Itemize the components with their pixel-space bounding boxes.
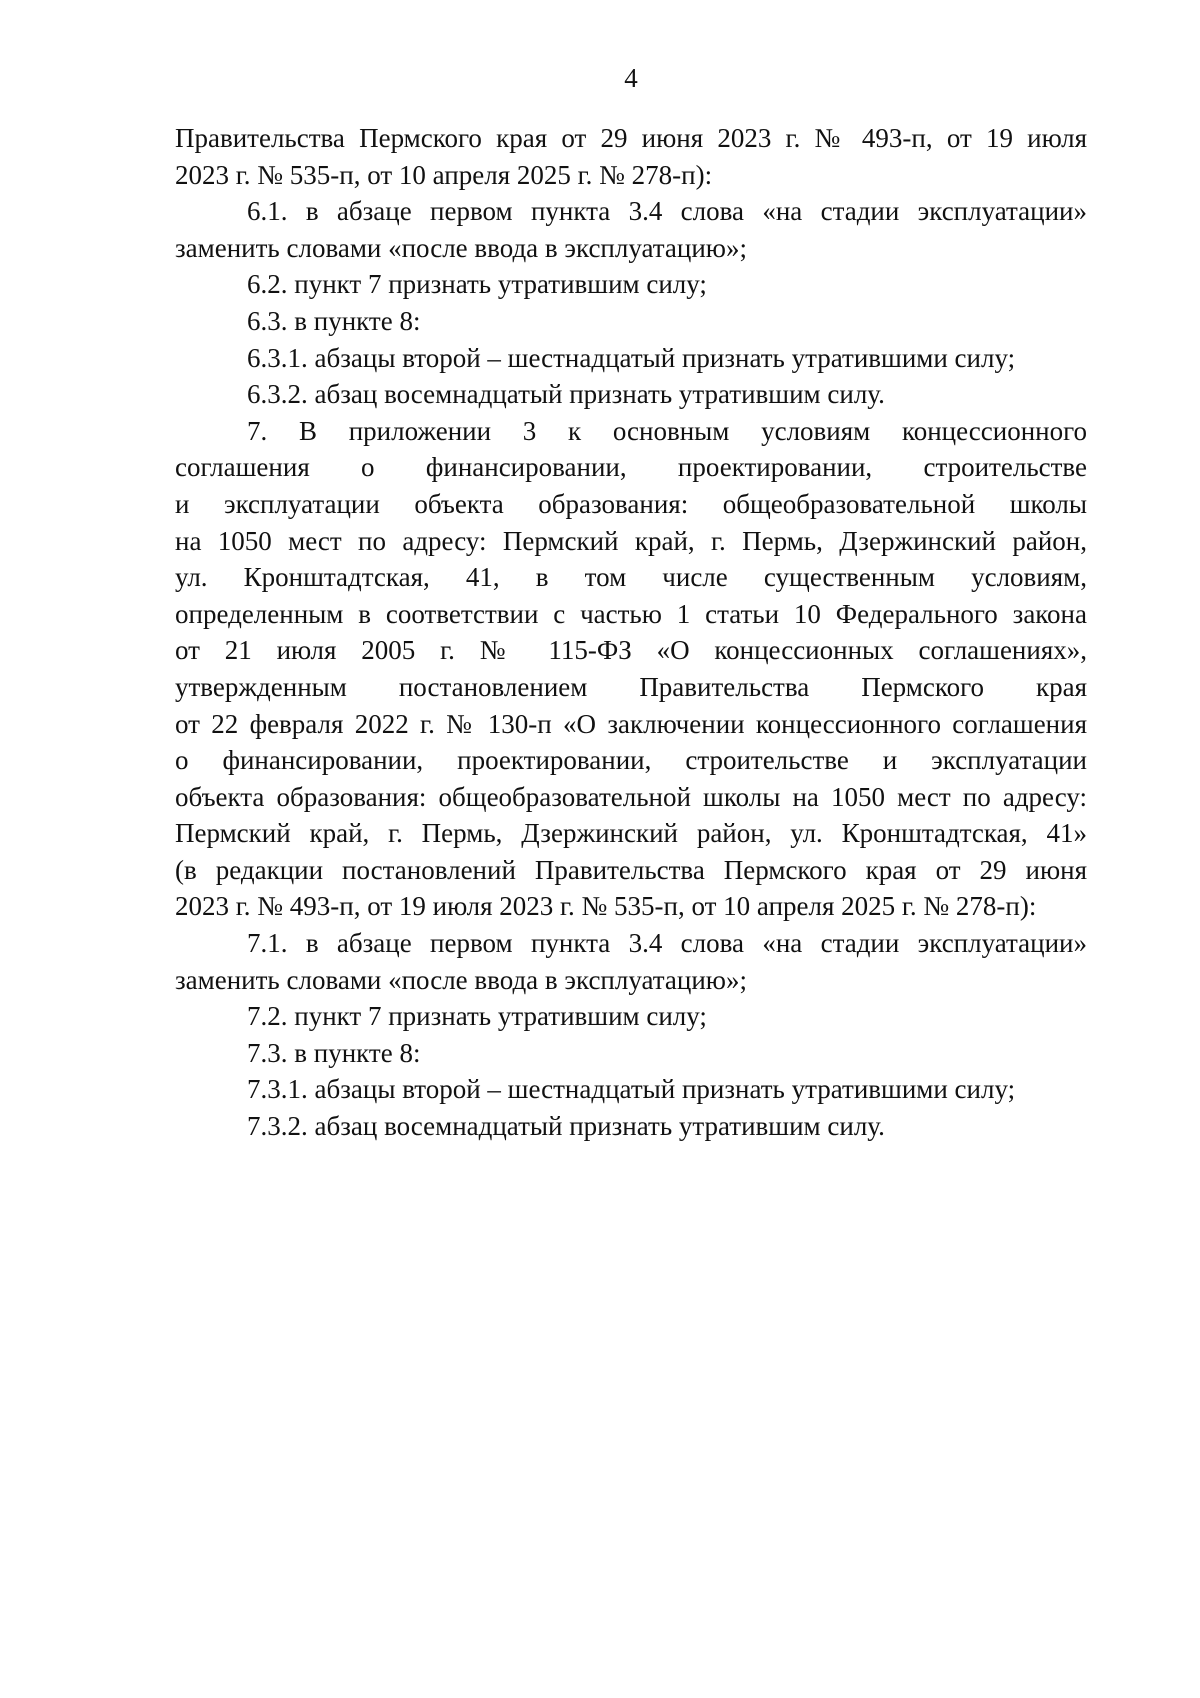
paragraph-p6-3-2 [175,376,1087,413]
text-line: от 21 июля 2005 г. № 115-ФЗ «О концессионных соглашениях», [175,635,1087,666]
text-line: на 1050 мест по адресу: Пермский край, г. Пермь, Дзержинский район, [175,525,1087,556]
text-line: 6.1. в абзаце первом пункта 3.4 слова «на стадии эксплуатации» [247,196,1087,227]
text-line: ул. Кронштадтская, 41, в том числе существенным условиям, [175,562,1087,593]
text-line: 7.3.1. абзацы второй – шестнадцатый признать утратившими силу; [247,1074,1016,1105]
text-line: заменить словами «после ввода в эксплуатацию»; [175,964,747,995]
text-line: 7.3.2. абзац восемнадцатый признать утратившим силу. [247,1111,885,1142]
text-line: 7.1. в абзаце первом пункта 3.4 слова «на стадии эксплуатации» [247,928,1087,959]
text-line: (в редакции постановлений Правительства Пермского края от 29 июня [175,854,1087,885]
paragraph-p7-1 [175,925,1087,998]
text-line: 7. В приложении 3 к основным условиям концессионного [247,415,1087,446]
text-line: о финансировании, проектировании, строительстве и эксплуатации [175,745,1087,776]
paragraph-p6-3-1 [175,340,1087,377]
paragraph-p6-2 [175,266,1087,303]
text-line: заменить словами «после ввода в эксплуатацию»; [175,232,747,263]
text-line: Пермский край, г. Пермь, Дзержинский район, ул. Кронштадтская, 41» [175,818,1087,849]
paragraph-p7-3-2 [175,1108,1087,1145]
text-line: утвержденным постановлением Правительства Пермского края [175,671,1087,702]
paragraph-p7-2 [175,998,1087,1035]
paragraph-p0 [175,120,1087,193]
text-line: 7.2. пункт 7 признать утратившим силу; [247,1001,707,1032]
paragraph-p7-3-1 [175,1071,1087,1108]
text-line: 6.2. пункт 7 признать утратившим силу; [247,269,707,300]
text-line: объекта образования: общеобразовательной школы на 1050 мест по адресу: [175,781,1087,812]
text-line: 2023 г. № 493-п, от 19 июля 2023 г. № 535-п, от 10 апреля 2025 г. № 278-п): [175,891,1037,922]
text-line: Правительства Пермского края от 29 июня 2023 г. № 493-п, от 19 июля [175,123,1087,153]
document-body [175,120,1087,1145]
text-line: и эксплуатации объекта образования: общеобразовательной школы [175,488,1087,519]
text-line: от 22 февраля 2022 г. № 130-п «О заключении концессионного соглашения [175,708,1087,739]
text-line: 6.3.1. абзацы второй – шестнадцатый признать утратившими силу; [247,342,1016,373]
text-line: 2023 г. № 535-п, от 10 апреля 2025 г. № 278-п): [175,159,713,190]
text-line: определенным в соответствии с частью 1 статьи 10 Федерального закона [175,598,1087,629]
text-line: 6.3.2. абзац восемнадцатый признать утратившим силу. [247,379,885,410]
paragraph-p7-3 [175,1035,1087,1072]
paragraph-p6-1 [175,193,1087,266]
text-line: 6.3. в пункте 8: [247,305,421,336]
paragraph-p6-3 [175,303,1087,340]
text-line: соглашения о финансировании, проектировании, строительстве [175,452,1087,483]
text-line: 7.3. в пункте 8: [247,1037,421,1068]
paragraph-p7 [175,413,1087,925]
page-number: 4 [624,63,638,93]
